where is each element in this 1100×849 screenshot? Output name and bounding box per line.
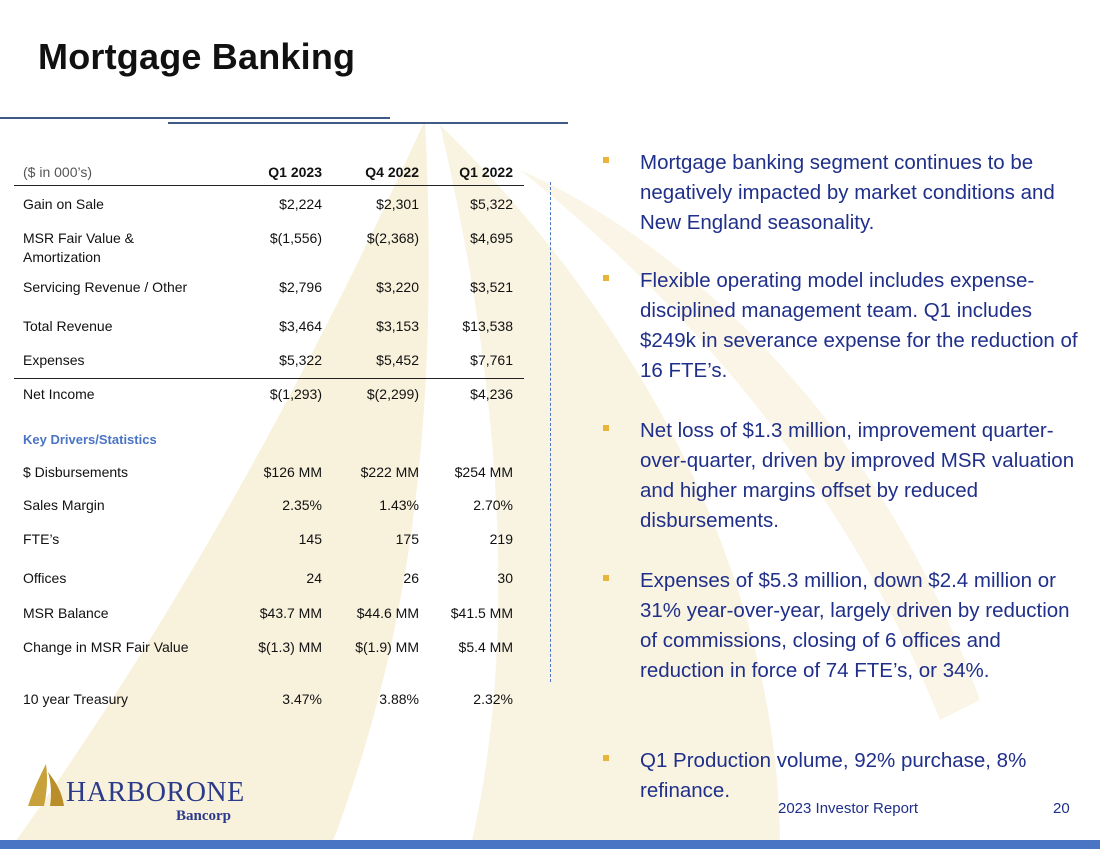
logo-subtitle: Bancorp (176, 808, 232, 824)
row-label: Servicing Revenue / Other (23, 279, 188, 295)
title-underline-right (168, 122, 568, 124)
cell: $(2,299) (366, 386, 419, 402)
cell: 1.43% (379, 497, 419, 513)
title-underline-left (0, 117, 390, 119)
cell: $43.7 MM (259, 605, 322, 621)
cell: $254 MM (454, 464, 513, 480)
header-divider (14, 185, 524, 186)
row-label: Net Income (23, 386, 95, 402)
bullet-text: Net loss of $1.3 million, improvement quarter-over-quarter, driven by improved MSR valuation and higher margins offset by reduced disbursements. (640, 419, 1075, 532)
cell: $13,538 (462, 318, 513, 334)
cell: $3,521 (470, 279, 513, 295)
column-header: Q4 2022 (365, 164, 419, 180)
row-label: Sales Margin (23, 497, 105, 513)
bullet-marker-icon (603, 575, 609, 581)
row-label: Gain on Sale (23, 196, 104, 212)
logo-wordmark: HARBORONE (66, 777, 245, 808)
cell: $5,322 (470, 196, 513, 212)
row-label: MSR Balance (23, 605, 109, 621)
cell: $(1,556) (269, 230, 322, 246)
cell: 175 (395, 531, 419, 547)
cell: $5,452 (376, 352, 419, 368)
unit-label: ($ in 000’s) (23, 164, 93, 180)
row-label: $ Disbursements (23, 464, 129, 480)
row-label: Expenses (23, 352, 85, 368)
cell: $(1.3) MM (258, 639, 322, 655)
sailboat-logo-icon (26, 762, 66, 808)
page-number: 20 (1053, 800, 1070, 817)
bullet-text: Flexible operating model includes expense-disciplined management team. Q1 includes $249k in severance expense for the reduction of 16 FTE’s. (640, 269, 1078, 382)
row-label: MSR Fair Value & Amortization (23, 230, 134, 265)
row-label: 10 year Treasury (23, 691, 129, 707)
cell: $5,322 (279, 352, 322, 368)
cell: $4,236 (470, 386, 513, 402)
column-header: Q1 2023 (268, 164, 322, 180)
cell: $4,695 (470, 230, 513, 246)
column-header: Q1 2022 (459, 164, 513, 180)
cell: $7,761 (470, 352, 513, 368)
cell: $3,464 (279, 318, 322, 334)
row-label: Offices (23, 570, 67, 586)
stats-heading: Key Drivers/Statistics (23, 432, 157, 447)
footer-report-title: 2023 Investor Report (778, 800, 919, 817)
company-logo (26, 760, 286, 830)
bullet-text: Q1 Production volume, 92% purchase, 8% refinance. (640, 749, 1027, 802)
cell: $44.6 MM (356, 605, 419, 621)
cell: $3,220 (376, 279, 419, 295)
column-divider (550, 182, 551, 682)
cell: 2.32% (473, 691, 513, 707)
cell: $222 MM (360, 464, 419, 480)
cell: 24 (306, 570, 322, 586)
cell: $126 MM (263, 464, 322, 480)
cell: $5.4 MM (458, 639, 513, 655)
cell: 2.35% (282, 497, 322, 513)
page-title: Mortgage Banking (38, 36, 356, 77)
bullet-text: Expenses of $5.3 million, down $2.4 million or 31% year-over-year, largely driven by reduction of commissions, closing of 6 offices and reduction in force of 74 FTE’s, or 34%. (640, 569, 1070, 682)
cell: $(1.9) MM (355, 639, 419, 655)
bullet-text: Mortgage banking segment continues to be negatively impacted by market conditions and New England seasonality. (640, 151, 1055, 234)
cell: 3.88% (379, 691, 419, 707)
row-label: Change in MSR Fair Value (23, 639, 189, 655)
cell: $3,153 (376, 318, 419, 334)
cell: 30 (497, 570, 513, 586)
bottom-accent-bar (0, 840, 1100, 849)
bullet-marker-icon (603, 755, 609, 761)
net-income-divider (14, 378, 524, 379)
cell: 2.70% (473, 497, 513, 513)
bullet-marker-icon (603, 425, 609, 431)
cell: $(1,293) (269, 386, 322, 402)
row-label: FTE’s (23, 531, 60, 547)
cell: 219 (489, 531, 513, 547)
bullet-marker-icon (603, 157, 609, 163)
cell: 3.47% (282, 691, 322, 707)
cell: $(2,368) (366, 230, 419, 246)
cell: $41.5 MM (450, 605, 513, 621)
cell: $2,224 (279, 196, 322, 212)
cell: $2,796 (279, 279, 322, 295)
cell: 26 (403, 570, 419, 586)
row-label: Total Revenue (23, 318, 113, 334)
cell: 145 (298, 531, 322, 547)
cell: $2,301 (376, 196, 419, 212)
bullet-marker-icon (603, 275, 609, 281)
